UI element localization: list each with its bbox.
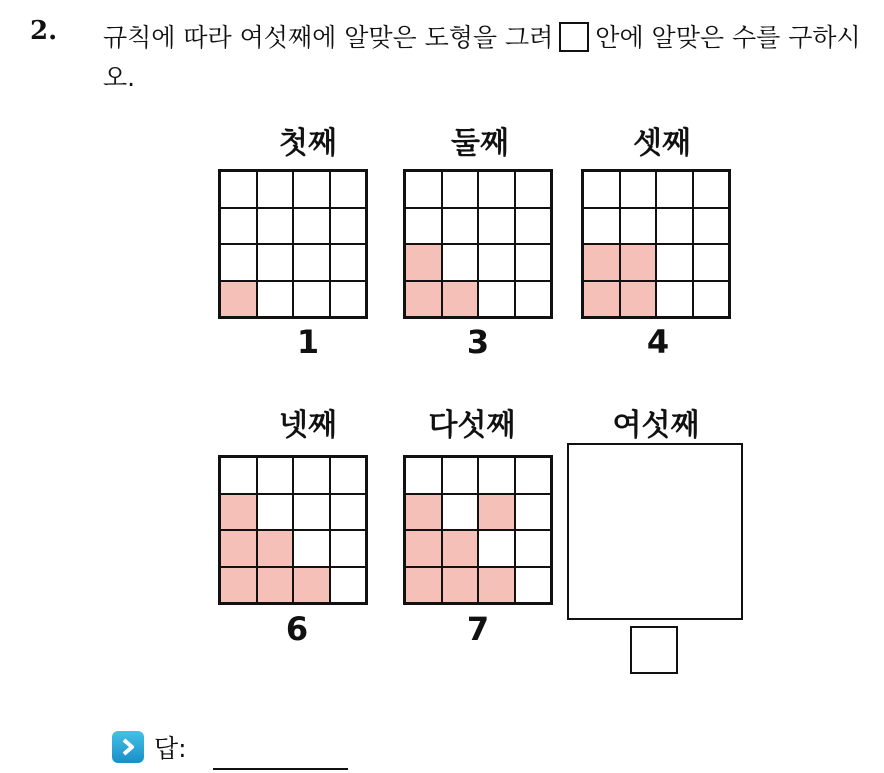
grid-cell [515, 208, 552, 245]
grid-cell [478, 530, 515, 567]
chevron-right-icon [112, 731, 144, 763]
figure-label-3: 셋째 [633, 126, 691, 161]
grid-cell [656, 244, 693, 281]
grid-cell [515, 171, 552, 208]
figure-number-2: 3 [466, 323, 490, 361]
grid-cell [515, 457, 552, 494]
grid-cell [515, 530, 552, 567]
grid-cell [515, 281, 552, 318]
grid-cell [478, 281, 515, 318]
grid-cell [220, 281, 257, 318]
grid-cell [293, 171, 330, 208]
grid-cell [693, 244, 730, 281]
grid-cell [656, 281, 693, 318]
figure-grid-2 [403, 169, 553, 319]
figure-number-3: 4 [646, 323, 670, 361]
grid-cell [656, 171, 693, 208]
grid-cell [515, 244, 552, 281]
question-text [103, 18, 873, 98]
figure-grid-1 [218, 169, 368, 319]
question-text-part2: 안에 알맞은 수를 구하시오. [103, 23, 861, 92]
figure-grid-4 [218, 455, 368, 605]
answer-label: 답: [154, 734, 187, 763]
drawing-box[interactable] [567, 443, 743, 620]
grid-cell [330, 171, 367, 208]
figure-label-1: 첫째 [279, 126, 337, 161]
grid-cell [405, 494, 442, 531]
grid-cell [442, 457, 479, 494]
grid-cell [220, 208, 257, 245]
grid-cell [620, 171, 657, 208]
grid-cell [293, 530, 330, 567]
figure-label-6: 여섯째 [612, 408, 700, 443]
grid-cell [442, 494, 479, 531]
grid-cell [330, 530, 367, 567]
grid-cell [405, 208, 442, 245]
grid-cell [220, 171, 257, 208]
question-number: 2. [30, 16, 58, 46]
grid-cell [220, 494, 257, 531]
grid-cell [293, 208, 330, 245]
figure-number-5: 7 [466, 610, 490, 648]
grid-cell [257, 567, 294, 604]
grid-cell [620, 208, 657, 245]
grid-cell [257, 457, 294, 494]
grid-cell [220, 567, 257, 604]
grid-cell [442, 530, 479, 567]
figure-label-2: 둘째 [451, 126, 509, 161]
answer-row [112, 727, 187, 767]
figure-label-4: 넷째 [279, 408, 337, 443]
grid-cell [478, 171, 515, 208]
grid-cell [620, 244, 657, 281]
grid-cell [515, 494, 552, 531]
grid-cell [405, 457, 442, 494]
grid-cell [257, 208, 294, 245]
grid-cell [330, 494, 367, 531]
grid-cell [583, 171, 620, 208]
grid-cell [220, 244, 257, 281]
grid-cell [257, 281, 294, 318]
inline-answer-box-icon [559, 22, 589, 52]
grid-cell [656, 208, 693, 245]
question-text-part1: 규칙에 따라 여섯째에 알맞은 도형을 그려 [103, 23, 554, 52]
figure-grid-5 [403, 455, 553, 605]
grid-cell [693, 171, 730, 208]
grid-cell [620, 281, 657, 318]
grid-cell [293, 567, 330, 604]
grid-cell [257, 244, 294, 281]
grid-cell [442, 567, 479, 604]
grid-cell [293, 494, 330, 531]
grid-cell [293, 457, 330, 494]
grid-cell [478, 494, 515, 531]
grid-cell [405, 530, 442, 567]
grid-cell [515, 567, 552, 604]
grid-cell [442, 244, 479, 281]
answer-line[interactable] [213, 768, 348, 770]
figure-number-4: 6 [285, 610, 309, 648]
grid-cell [442, 281, 479, 318]
grid-cell [220, 530, 257, 567]
grid-cell [478, 208, 515, 245]
grid-cell [330, 244, 367, 281]
grid-cell [405, 281, 442, 318]
grid-cell [220, 457, 257, 494]
grid-cell [693, 208, 730, 245]
grid-cell [293, 244, 330, 281]
grid-cell [478, 457, 515, 494]
figure-label-5: 다섯째 [428, 408, 516, 443]
grid-cell [693, 281, 730, 318]
grid-cell [442, 208, 479, 245]
grid-cell [583, 281, 620, 318]
grid-cell [442, 171, 479, 208]
grid-cell [405, 244, 442, 281]
grid-cell [257, 171, 294, 208]
grid-cell [330, 208, 367, 245]
grid-cell [478, 244, 515, 281]
grid-cell [405, 171, 442, 208]
figure-grid-3 [581, 169, 731, 319]
number-answer-box[interactable] [630, 626, 678, 674]
grid-cell [583, 244, 620, 281]
grid-cell [257, 530, 294, 567]
grid-cell [405, 567, 442, 604]
grid-cell [293, 281, 330, 318]
figure-number-1: 1 [296, 323, 320, 361]
grid-cell [330, 567, 367, 604]
grid-cell [330, 281, 367, 318]
grid-cell [478, 567, 515, 604]
grid-cell [583, 208, 620, 245]
grid-cell [257, 494, 294, 531]
grid-cell [330, 457, 367, 494]
